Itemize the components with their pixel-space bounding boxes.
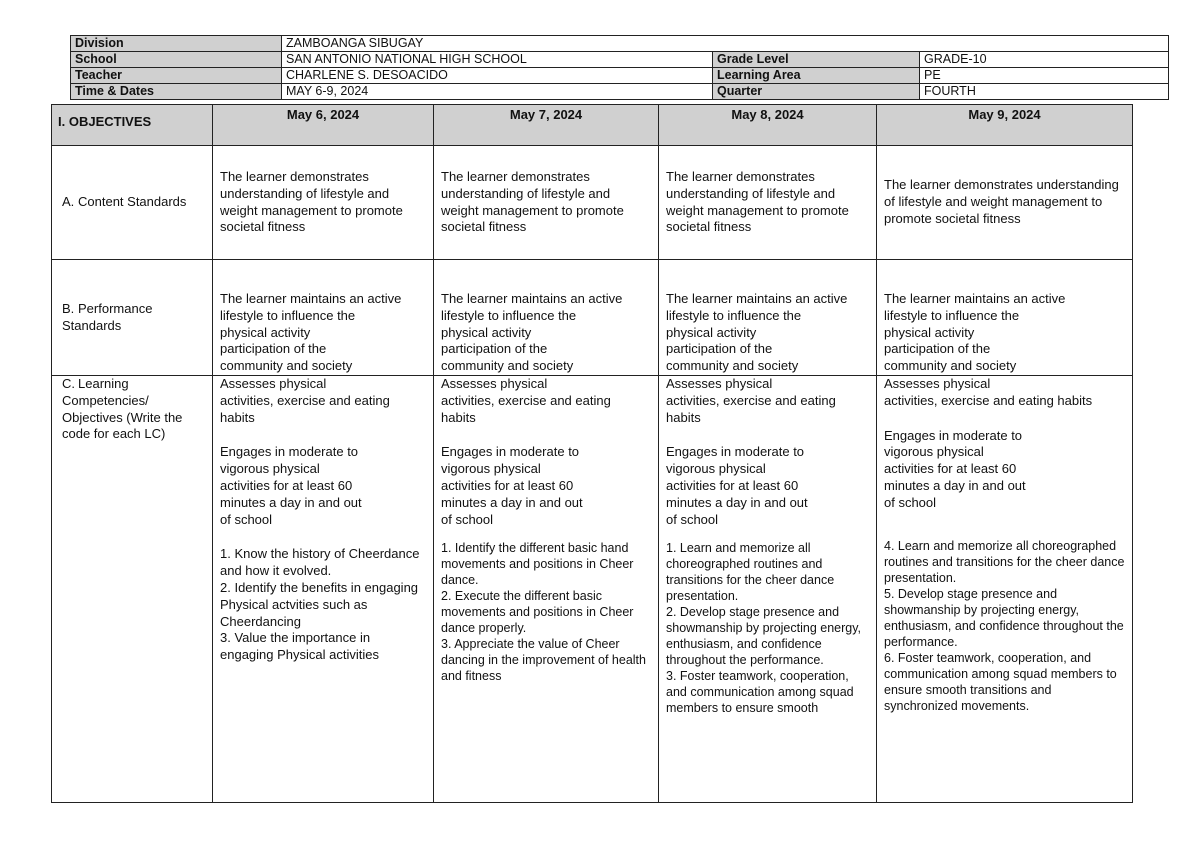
learning-area-value: PE <box>920 68 1169 84</box>
header-info-table <box>70 35 1169 100</box>
engage-text-4: Engages in moderate to vigorous physical activities for at least 60 minutes a day in and out of school <box>884 427 1026 510</box>
assess-text-4: Assesses physical activities, exercise and eating habits <box>884 376 1093 408</box>
assess-text-1: Assesses physical activities, exercise and eating habits <box>220 376 390 425</box>
objectives-list-2: 1. Identify the different basic hand movements and positions in Cheer dance. 2. Execute the different basic movements and positions in Cheer dance properly. 3. Appreciate the value of Cheer dancing in the improvement of health and fitness <box>441 541 646 684</box>
time-dates-label: Time & Dates <box>71 84 282 100</box>
time-dates-value: MAY 6-9, 2024 <box>282 84 713 100</box>
objectives-list-1: 1. Know the history of Cheerdance and how it evolved. 2. Identify the benefits in engaging Physical actvities such as Cheerdancing 3. Value the importance in engaging Physical activities <box>220 546 420 663</box>
engage-text-1: Engages in moderate to vigorous physical activities for at least 60 minutes a day in and out of school <box>220 444 362 527</box>
date-header-1: May 6, 2024 <box>213 105 434 146</box>
learning-competencies-row <box>52 376 1133 803</box>
content-standards-label <box>52 146 213 260</box>
date-header-2: May 7, 2024 <box>434 105 659 146</box>
teacher-label: Teacher <box>71 68 282 84</box>
learning-competencies-number: C. <box>62 376 75 391</box>
assess-text-2: Assesses physical activities, exercise and eating habits <box>441 376 611 425</box>
school-label: School <box>71 52 282 68</box>
objectives-heading: I. OBJECTIVES <box>52 105 213 146</box>
learning-competencies-label <box>52 376 213 803</box>
content-standards-text: Content Standards <box>78 194 187 210</box>
content-standard-cell-2: The learner demonstrates understanding of lifestyle and weight management to promote societal fitness <box>434 146 659 260</box>
assess-text-3: Assesses physical activities, exercise and eating habits <box>666 376 836 425</box>
division-value: ZAMBOANGA SIBUGAY <box>282 36 1169 52</box>
school-value: SAN ANTONIO NATIONAL HIGH SCHOOL <box>282 52 713 68</box>
content-standards-row <box>52 146 1133 260</box>
performance-standards-text: Performance Standards <box>62 300 153 333</box>
performance-standard-cell-1: The learner maintains an active lifestyle to influence the physical activity participation of the community and society <box>213 260 434 376</box>
quarter-label: Quarter <box>713 84 920 100</box>
teacher-value: CHARLENE S. DESOACIDO <box>282 68 713 84</box>
grade-level-label: Grade Level <box>713 52 920 68</box>
division-row <box>71 36 1169 52</box>
school-row <box>71 52 1169 68</box>
content-standard-cell-4: The learner demonstrates understanding of lifestyle and weight management to promote societal fitness <box>877 146 1133 260</box>
performance-standards-label <box>52 260 213 376</box>
engage-text-3: Engages in moderate to vigorous physical activities for at least 60 minutes a day in and out of school <box>666 444 808 527</box>
content-standards-number: A. <box>62 194 75 210</box>
performance-standards-row <box>52 260 1133 376</box>
objectives-list-3: 1. Learn and memorize all choreographed routines and transitions for the cheer dance presentation. 2. Develop stage presence and showmanship by projecting energy, enthusiasm, and confidence throughout the performance. 3. Foster teamwork, cooperation, and communication among squad members to ensure smooth <box>666 541 862 716</box>
content-standard-cell-3: The learner demonstrates understanding of lifestyle and weight management to promote societal fitness <box>659 146 877 260</box>
competency-cell-1 <box>213 376 434 803</box>
quarter-value: FOURTH <box>920 84 1169 100</box>
performance-standard-cell-3: The learner maintains an active lifestyle to influence the physical activity participation of the community and society <box>659 260 877 376</box>
date-header-3: May 8, 2024 <box>659 105 877 146</box>
learning-competencies-text: Learning Competencies/ Objectives (Write the code for each LC) <box>62 376 183 442</box>
date-header-4: May 9, 2024 <box>877 105 1133 146</box>
content-standard-cell-1: The learner demonstrates understanding of lifestyle and weight management to promote societal fitness <box>213 146 434 260</box>
performance-standard-cell-4: The learner maintains an active lifestyle to influence the physical activity participation of the community and society <box>877 260 1133 376</box>
engage-text-2: Engages in moderate to vigorous physical activities for at least 60 minutes a day in and out of school <box>441 444 583 527</box>
objectives-list-4: 4. Learn and memorize all choreographed routines and transitions for the cheer dance presentation. 5. Develop stage presence and showmanship by projecting energy, enthusiasm, and confidence throughout the performance. 6. Foster teamwork, cooperation, and communication among squad members to ensure smooth transitions and synchronized movements. <box>884 538 1125 713</box>
performance-standards-number: B. <box>62 300 75 316</box>
learning-area-label: Learning Area <box>713 68 920 84</box>
performance-standard-cell-2: The learner maintains an active lifestyle to influence the physical activity participation of the community and society <box>434 260 659 376</box>
division-label: Division <box>71 36 282 52</box>
time-row <box>71 84 1169 100</box>
competency-cell-2 <box>434 376 659 803</box>
competency-cell-4 <box>877 376 1133 803</box>
teacher-row <box>71 68 1169 84</box>
objectives-table <box>51 104 1133 803</box>
objectives-header-row <box>52 105 1133 146</box>
competency-cell-3 <box>659 376 877 803</box>
grade-level-value: GRADE-10 <box>920 52 1169 68</box>
